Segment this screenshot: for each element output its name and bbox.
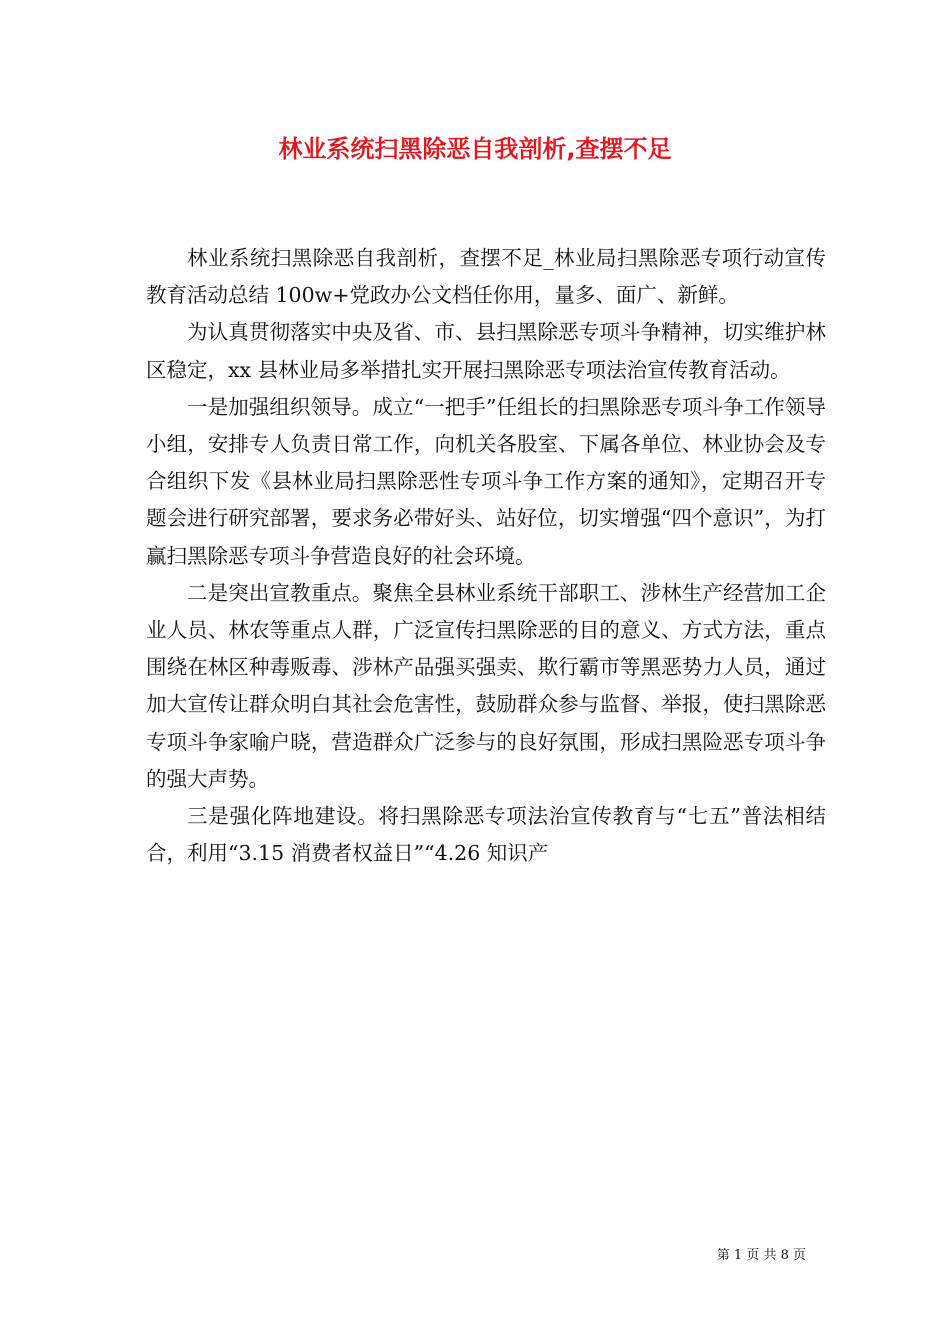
paragraph-intro: 林业系统扫黑除恶自我剖析，查摆不足_林业局扫黑除恶专项行动宣传教育活动总结 100w+党政办公文档任你用，量多、面广、新鲜。 bbox=[146, 246, 826, 308]
paragraph-leadership: 一是加强组织领导。成立“一把手”任组长的扫黑除恶专项斗争工作领导小组，安排专人负责日常工作，向机关各股室、下属各单位、林业协会及专合组织下发《县林业局扫黑除恶性专项斗争工作方案的通知》，定期召开专题会进行研究部署，要求务必带好头、站好位，切实增强“四个意识”，为打赢扫黑除恶专项斗争营造良好的社会环境。 bbox=[146, 394, 826, 568]
page-title: 林业系统扫黑除恶自我剖析,查摆不足 bbox=[278, 135, 672, 163]
document-body bbox=[146, 240, 826, 872]
paragraph-overview: 为认真贯彻落实中央及省、市、县扫黑除恶专项斗争精神，切实维护林区稳定，xx 县林业局多举措扎实开展扫黑除恶专项法治宣传教育活动。 bbox=[146, 320, 826, 382]
page-number: 第 1 页 共 8 页 bbox=[716, 1248, 806, 1263]
paragraph-education-focus: 二是突出宣教重点。聚焦全县林业系统干部职工、涉林生产经营加工企业人员、林农等重点人群，广泛宣传扫黑除恶的目的意义、方式方法，重点围绕在林区种毒贩毒、涉林产品强买强卖、欺行霸市等黑恶势力人员，通过加大宣传让群众明白其社会危害性，鼓励群众参与监督、举报，使扫黑除恶专项斗争家喻户晓，营造群众广泛参与的良好氛围，形成扫黑险恶专项斗争的强大声势。 bbox=[146, 580, 826, 791]
paragraph-platform-building: 三是强化阵地建设。将扫黑除恶专项法治宣传教育与“七五”普法相结合，利用“3.15 消费者权益日”“4.26 知识产 bbox=[146, 804, 826, 866]
